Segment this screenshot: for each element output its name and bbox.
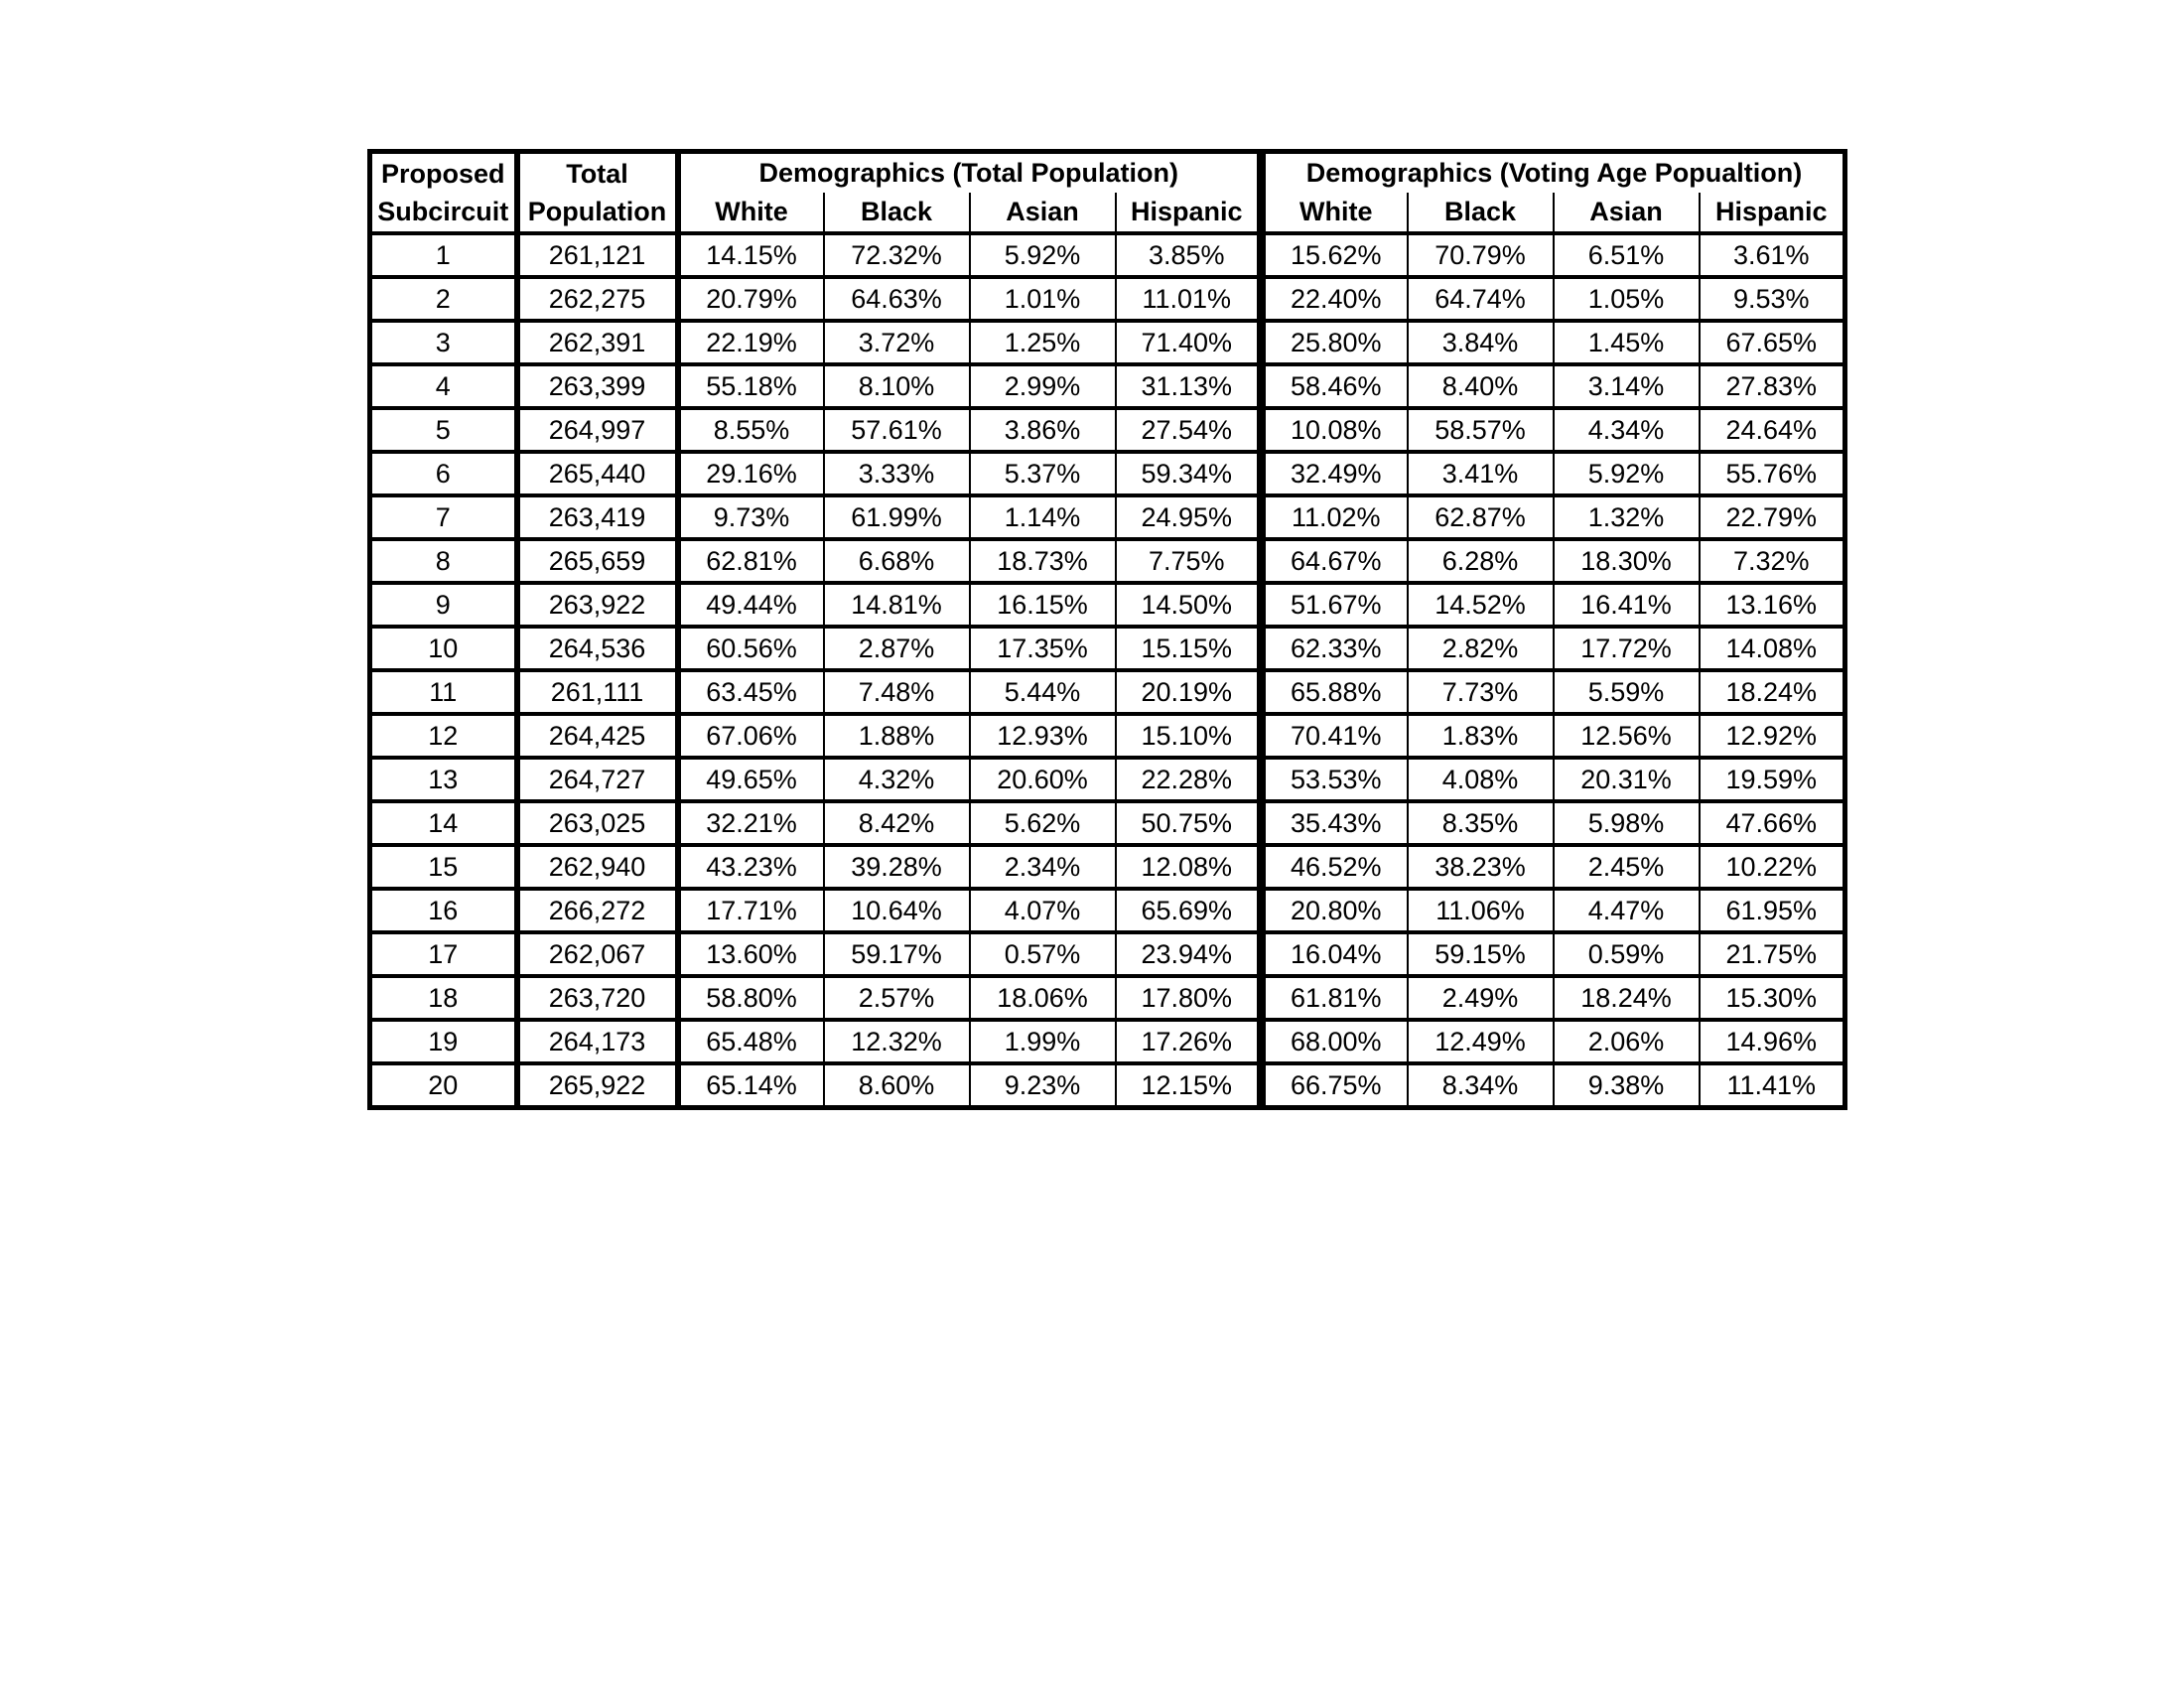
- total-population-cell: 264,425: [517, 714, 678, 758]
- total-hispanic-percent-cell: 7.75%: [1116, 539, 1262, 583]
- voting-white-percent-cell: 35.43%: [1262, 801, 1408, 845]
- total-asian-percent-cell: 1.01%: [970, 277, 1116, 321]
- total-hispanic-percent-cell: 22.28%: [1116, 758, 1262, 801]
- voting-white-percent-cell: 20.80%: [1262, 889, 1408, 932]
- proposed-subcircuit-header-line1: Proposed: [380, 159, 505, 189]
- table-row: [370, 932, 1845, 976]
- total-black-column-header: Black: [824, 193, 970, 233]
- subcircuit-number-cell: 12: [370, 714, 517, 758]
- total-hispanic-percent-cell: 23.94%: [1116, 932, 1262, 976]
- subcircuit-number-cell: 9: [370, 583, 517, 627]
- voting-hispanic-percent-cell: 15.30%: [1700, 976, 1845, 1020]
- total-hispanic-column-header: Hispanic: [1116, 193, 1262, 233]
- voting-black-percent-cell: 11.06%: [1408, 889, 1554, 932]
- voting-white-percent-cell: 61.81%: [1262, 976, 1408, 1020]
- voting-white-percent-cell: 22.40%: [1262, 277, 1408, 321]
- subcircuit-number-cell: 17: [370, 932, 517, 976]
- total-asian-percent-cell: 17.35%: [970, 627, 1116, 670]
- voting-black-percent-cell: 4.08%: [1408, 758, 1554, 801]
- voting-black-percent-cell: 3.41%: [1408, 452, 1554, 495]
- demographics-voting-age-group-header: Demographics (Voting Age Popualtion): [1305, 158, 1803, 188]
- total-population-cell: 261,111: [517, 670, 678, 714]
- voting-white-percent-cell: 70.41%: [1262, 714, 1408, 758]
- voting-asian-percent-cell: 4.34%: [1554, 408, 1700, 452]
- total-population-header-line2: Population: [527, 197, 667, 226]
- total-population-cell: 263,922: [517, 583, 678, 627]
- subcircuit-number-cell: 7: [370, 495, 517, 539]
- total-hispanic-percent-cell: 31.13%: [1116, 364, 1262, 408]
- voting-white-percent-cell: 62.33%: [1262, 627, 1408, 670]
- total-population-cell: 263,419: [517, 495, 678, 539]
- total-population-cell: 262,940: [517, 845, 678, 889]
- total-white-percent-cell: 55.18%: [678, 364, 824, 408]
- voting-black-percent-cell: 3.84%: [1408, 321, 1554, 364]
- voting-asian-percent-cell: 2.45%: [1554, 845, 1700, 889]
- total-white-percent-cell: 49.65%: [678, 758, 824, 801]
- total-asian-percent-cell: 5.92%: [970, 233, 1116, 277]
- voting-black-column-header: Black: [1408, 193, 1554, 233]
- voting-white-percent-cell: 46.52%: [1262, 845, 1408, 889]
- voting-hispanic-percent-cell: 21.75%: [1700, 932, 1845, 976]
- voting-white-percent-cell: 25.80%: [1262, 321, 1408, 364]
- voting-asian-percent-cell: 12.56%: [1554, 714, 1700, 758]
- total-black-percent-cell: 8.60%: [824, 1063, 970, 1108]
- voting-black-percent-cell: 2.49%: [1408, 976, 1554, 1020]
- voting-hispanic-percent-cell: 18.24%: [1700, 670, 1845, 714]
- total-black-percent-cell: 10.64%: [824, 889, 970, 932]
- voting-hispanic-percent-cell: 14.08%: [1700, 627, 1845, 670]
- proposed-subcircuit-header-line2: Subcircuit: [377, 197, 509, 226]
- total-white-percent-cell: 17.71%: [678, 889, 824, 932]
- total-population-cell: 261,121: [517, 233, 678, 277]
- voting-white-percent-cell: 58.46%: [1262, 364, 1408, 408]
- subcircuit-number-cell: 19: [370, 1020, 517, 1063]
- total-white-percent-cell: 14.15%: [678, 233, 824, 277]
- voting-hispanic-percent-cell: 67.65%: [1700, 321, 1845, 364]
- voting-white-percent-cell: 10.08%: [1262, 408, 1408, 452]
- total-asian-percent-cell: 9.23%: [970, 1063, 1116, 1108]
- total-asian-percent-cell: 18.73%: [970, 539, 1116, 583]
- total-hispanic-percent-cell: 3.85%: [1116, 233, 1262, 277]
- voting-white-percent-cell: 15.62%: [1262, 233, 1408, 277]
- total-black-percent-cell: 1.88%: [824, 714, 970, 758]
- total-population-cell: 263,720: [517, 976, 678, 1020]
- voting-white-percent-cell: 65.88%: [1262, 670, 1408, 714]
- table-row: [370, 364, 1845, 408]
- total-asian-percent-cell: 5.44%: [970, 670, 1116, 714]
- total-white-percent-cell: 29.16%: [678, 452, 824, 495]
- voting-black-percent-cell: 58.57%: [1408, 408, 1554, 452]
- total-asian-percent-cell: 3.86%: [970, 408, 1116, 452]
- voting-black-percent-cell: 62.87%: [1408, 495, 1554, 539]
- total-black-percent-cell: 3.33%: [824, 452, 970, 495]
- table-row: [370, 495, 1845, 539]
- total-hispanic-percent-cell: 12.15%: [1116, 1063, 1262, 1108]
- voting-hispanic-percent-cell: 61.95%: [1700, 889, 1845, 932]
- table-row: [370, 845, 1845, 889]
- voting-asian-percent-cell: 5.98%: [1554, 801, 1700, 845]
- voting-white-percent-cell: 64.67%: [1262, 539, 1408, 583]
- total-hispanic-percent-cell: 20.19%: [1116, 670, 1262, 714]
- table-row: [370, 583, 1845, 627]
- subcircuit-number-cell: 5: [370, 408, 517, 452]
- voting-hispanic-percent-cell: 11.41%: [1700, 1063, 1845, 1108]
- total-asian-percent-cell: 5.37%: [970, 452, 1116, 495]
- subcircuit-number-cell: 14: [370, 801, 517, 845]
- total-population-cell: 265,922: [517, 1063, 678, 1108]
- total-population-cell: 265,440: [517, 452, 678, 495]
- total-black-percent-cell: 61.99%: [824, 495, 970, 539]
- subcircuit-number-cell: 13: [370, 758, 517, 801]
- voting-hispanic-percent-cell: 22.79%: [1700, 495, 1845, 539]
- total-white-column-header: White: [678, 193, 824, 233]
- total-hispanic-percent-cell: 15.10%: [1116, 714, 1262, 758]
- table-row: [370, 539, 1845, 583]
- total-black-percent-cell: 39.28%: [824, 845, 970, 889]
- subcircuit-number-cell: 15: [370, 845, 517, 889]
- voting-asian-percent-cell: 2.06%: [1554, 1020, 1700, 1063]
- total-black-percent-cell: 8.10%: [824, 364, 970, 408]
- voting-hispanic-percent-cell: 27.83%: [1700, 364, 1845, 408]
- total-black-percent-cell: 8.42%: [824, 801, 970, 845]
- voting-asian-percent-cell: 6.51%: [1554, 233, 1700, 277]
- voting-asian-percent-cell: 1.45%: [1554, 321, 1700, 364]
- voting-asian-percent-cell: 4.47%: [1554, 889, 1700, 932]
- voting-asian-percent-cell: 1.32%: [1554, 495, 1700, 539]
- voting-black-percent-cell: 64.74%: [1408, 277, 1554, 321]
- voting-white-percent-cell: 32.49%: [1262, 452, 1408, 495]
- voting-hispanic-percent-cell: 47.66%: [1700, 801, 1845, 845]
- total-population-header: [517, 152, 678, 234]
- total-asian-percent-cell: 12.93%: [970, 714, 1116, 758]
- total-hispanic-percent-cell: 15.15%: [1116, 627, 1262, 670]
- table-row: [370, 321, 1845, 364]
- total-asian-percent-cell: 1.14%: [970, 495, 1116, 539]
- total-white-percent-cell: 49.44%: [678, 583, 824, 627]
- total-white-percent-cell: 58.80%: [678, 976, 824, 1020]
- total-white-percent-cell: 13.60%: [678, 932, 824, 976]
- voting-asian-percent-cell: 18.30%: [1554, 539, 1700, 583]
- subcircuit-number-cell: 11: [370, 670, 517, 714]
- voting-white-percent-cell: 51.67%: [1262, 583, 1408, 627]
- voting-black-percent-cell: 8.35%: [1408, 801, 1554, 845]
- total-hispanic-percent-cell: 12.08%: [1116, 845, 1262, 889]
- voting-hispanic-percent-cell: 10.22%: [1700, 845, 1845, 889]
- total-hispanic-percent-cell: 59.34%: [1116, 452, 1262, 495]
- table-body: [370, 233, 1845, 1108]
- voting-black-percent-cell: 2.82%: [1408, 627, 1554, 670]
- total-white-percent-cell: 65.14%: [678, 1063, 824, 1108]
- voting-asian-percent-cell: 16.41%: [1554, 583, 1700, 627]
- total-asian-percent-cell: 20.60%: [970, 758, 1116, 801]
- voting-hispanic-percent-cell: 7.32%: [1700, 539, 1845, 583]
- voting-hispanic-percent-cell: 55.76%: [1700, 452, 1845, 495]
- voting-white-percent-cell: 11.02%: [1262, 495, 1408, 539]
- total-hispanic-percent-cell: 17.80%: [1116, 976, 1262, 1020]
- table-row: [370, 976, 1845, 1020]
- total-white-percent-cell: 43.23%: [678, 845, 824, 889]
- voting-hispanic-percent-cell: 14.96%: [1700, 1020, 1845, 1063]
- total-hispanic-percent-cell: 11.01%: [1116, 277, 1262, 321]
- total-black-percent-cell: 3.72%: [824, 321, 970, 364]
- voting-black-percent-cell: 1.83%: [1408, 714, 1554, 758]
- voting-black-percent-cell: 38.23%: [1408, 845, 1554, 889]
- total-population-cell: 265,659: [517, 539, 678, 583]
- table-row: [370, 408, 1845, 452]
- total-black-percent-cell: 2.57%: [824, 976, 970, 1020]
- voting-hispanic-percent-cell: 19.59%: [1700, 758, 1845, 801]
- voting-black-percent-cell: 8.40%: [1408, 364, 1554, 408]
- voting-hispanic-percent-cell: 13.16%: [1700, 583, 1845, 627]
- voting-asian-percent-cell: 3.14%: [1554, 364, 1700, 408]
- subcircuit-number-cell: 2: [370, 277, 517, 321]
- voting-asian-percent-cell: 0.59%: [1554, 932, 1700, 976]
- total-white-percent-cell: 8.55%: [678, 408, 824, 452]
- total-population-cell: 264,997: [517, 408, 678, 452]
- total-population-cell: 263,025: [517, 801, 678, 845]
- voting-black-percent-cell: 70.79%: [1408, 233, 1554, 277]
- total-black-percent-cell: 7.48%: [824, 670, 970, 714]
- total-black-percent-cell: 4.32%: [824, 758, 970, 801]
- voting-asian-percent-cell: 5.59%: [1554, 670, 1700, 714]
- voting-white-column-header: White: [1262, 193, 1408, 233]
- voting-black-percent-cell: 6.28%: [1408, 539, 1554, 583]
- total-white-percent-cell: 32.21%: [678, 801, 824, 845]
- total-black-percent-cell: 12.32%: [824, 1020, 970, 1063]
- table-row: [370, 1063, 1845, 1108]
- total-population-cell: 264,173: [517, 1020, 678, 1063]
- total-asian-percent-cell: 16.15%: [970, 583, 1116, 627]
- voting-hispanic-percent-cell: 24.64%: [1700, 408, 1845, 452]
- total-population-cell: 264,727: [517, 758, 678, 801]
- voting-hispanic-percent-cell: 12.92%: [1700, 714, 1845, 758]
- total-black-percent-cell: 6.68%: [824, 539, 970, 583]
- voting-asian-percent-cell: 1.05%: [1554, 277, 1700, 321]
- table-row: [370, 889, 1845, 932]
- total-asian-column-header: Asian: [970, 193, 1116, 233]
- total-hispanic-percent-cell: 17.26%: [1116, 1020, 1262, 1063]
- total-white-percent-cell: 9.73%: [678, 495, 824, 539]
- table-row: [370, 801, 1845, 845]
- subcircuit-number-cell: 8: [370, 539, 517, 583]
- total-population-cell: 262,391: [517, 321, 678, 364]
- total-white-percent-cell: 22.19%: [678, 321, 824, 364]
- total-black-percent-cell: 64.63%: [824, 277, 970, 321]
- voting-white-percent-cell: 66.75%: [1262, 1063, 1408, 1108]
- table-row: [370, 452, 1845, 495]
- voting-hispanic-column-header: Hispanic: [1700, 193, 1845, 233]
- voting-hispanic-percent-cell: 9.53%: [1700, 277, 1845, 321]
- header-row-groups: [370, 152, 1845, 194]
- total-hispanic-percent-cell: 27.54%: [1116, 408, 1262, 452]
- table-header: [370, 152, 1845, 234]
- voting-asian-percent-cell: 20.31%: [1554, 758, 1700, 801]
- voting-black-percent-cell: 7.73%: [1408, 670, 1554, 714]
- total-black-percent-cell: 57.61%: [824, 408, 970, 452]
- subcircuit-number-cell: 20: [370, 1063, 517, 1108]
- voting-asian-percent-cell: 9.38%: [1554, 1063, 1700, 1108]
- subcircuit-number-cell: 18: [370, 976, 517, 1020]
- total-asian-percent-cell: 4.07%: [970, 889, 1116, 932]
- total-asian-percent-cell: 5.62%: [970, 801, 1116, 845]
- subcircuit-demographics-table: [367, 149, 1847, 1110]
- total-asian-percent-cell: 1.25%: [970, 321, 1116, 364]
- total-hispanic-percent-cell: 71.40%: [1116, 321, 1262, 364]
- total-hispanic-percent-cell: 24.95%: [1116, 495, 1262, 539]
- voting-black-percent-cell: 8.34%: [1408, 1063, 1554, 1108]
- total-hispanic-percent-cell: 50.75%: [1116, 801, 1262, 845]
- table-row: [370, 627, 1845, 670]
- subcircuit-number-cell: 1: [370, 233, 517, 277]
- voting-hispanic-percent-cell: 3.61%: [1700, 233, 1845, 277]
- total-population-cell: 262,275: [517, 277, 678, 321]
- voting-white-percent-cell: 53.53%: [1262, 758, 1408, 801]
- total-population-header-line1: Total: [566, 159, 628, 189]
- proposed-subcircuit-header: [370, 152, 517, 234]
- total-asian-percent-cell: 2.99%: [970, 364, 1116, 408]
- voting-black-percent-cell: 14.52%: [1408, 583, 1554, 627]
- total-black-percent-cell: 59.17%: [824, 932, 970, 976]
- voting-asian-column-header: Asian: [1554, 193, 1700, 233]
- total-population-cell: 264,536: [517, 627, 678, 670]
- total-asian-percent-cell: 2.34%: [970, 845, 1116, 889]
- total-white-percent-cell: 63.45%: [678, 670, 824, 714]
- total-white-percent-cell: 62.81%: [678, 539, 824, 583]
- voting-asian-percent-cell: 17.72%: [1554, 627, 1700, 670]
- subcircuit-number-cell: 4: [370, 364, 517, 408]
- total-black-percent-cell: 72.32%: [824, 233, 970, 277]
- demographics-total-population-group-header: Demographics (Total Population): [678, 152, 1262, 194]
- subcircuit-number-cell: 6: [370, 452, 517, 495]
- table-row: [370, 233, 1845, 277]
- table-row: [370, 1020, 1845, 1063]
- voting-asian-percent-cell: 18.24%: [1554, 976, 1700, 1020]
- table-row: [370, 670, 1845, 714]
- total-hispanic-percent-cell: 14.50%: [1116, 583, 1262, 627]
- total-population-cell: 266,272: [517, 889, 678, 932]
- total-white-percent-cell: 67.06%: [678, 714, 824, 758]
- total-white-percent-cell: 60.56%: [678, 627, 824, 670]
- total-asian-percent-cell: 1.99%: [970, 1020, 1116, 1063]
- total-black-percent-cell: 2.87%: [824, 627, 970, 670]
- table-row: [370, 277, 1845, 321]
- voting-asian-percent-cell: 5.92%: [1554, 452, 1700, 495]
- subcircuit-number-cell: 10: [370, 627, 517, 670]
- voting-white-percent-cell: 68.00%: [1262, 1020, 1408, 1063]
- subcircuit-number-cell: 3: [370, 321, 517, 364]
- total-white-percent-cell: 20.79%: [678, 277, 824, 321]
- total-white-percent-cell: 65.48%: [678, 1020, 824, 1063]
- total-asian-percent-cell: 0.57%: [970, 932, 1116, 976]
- total-black-percent-cell: 14.81%: [824, 583, 970, 627]
- total-hispanic-percent-cell: 65.69%: [1116, 889, 1262, 932]
- voting-white-percent-cell: 16.04%: [1262, 932, 1408, 976]
- table-row: [370, 758, 1845, 801]
- total-asian-percent-cell: 18.06%: [970, 976, 1116, 1020]
- subcircuit-number-cell: 16: [370, 889, 517, 932]
- voting-black-percent-cell: 59.15%: [1408, 932, 1554, 976]
- total-population-cell: 263,399: [517, 364, 678, 408]
- voting-black-percent-cell: 12.49%: [1408, 1020, 1554, 1063]
- table-row: [370, 714, 1845, 758]
- total-population-cell: 262,067: [517, 932, 678, 976]
